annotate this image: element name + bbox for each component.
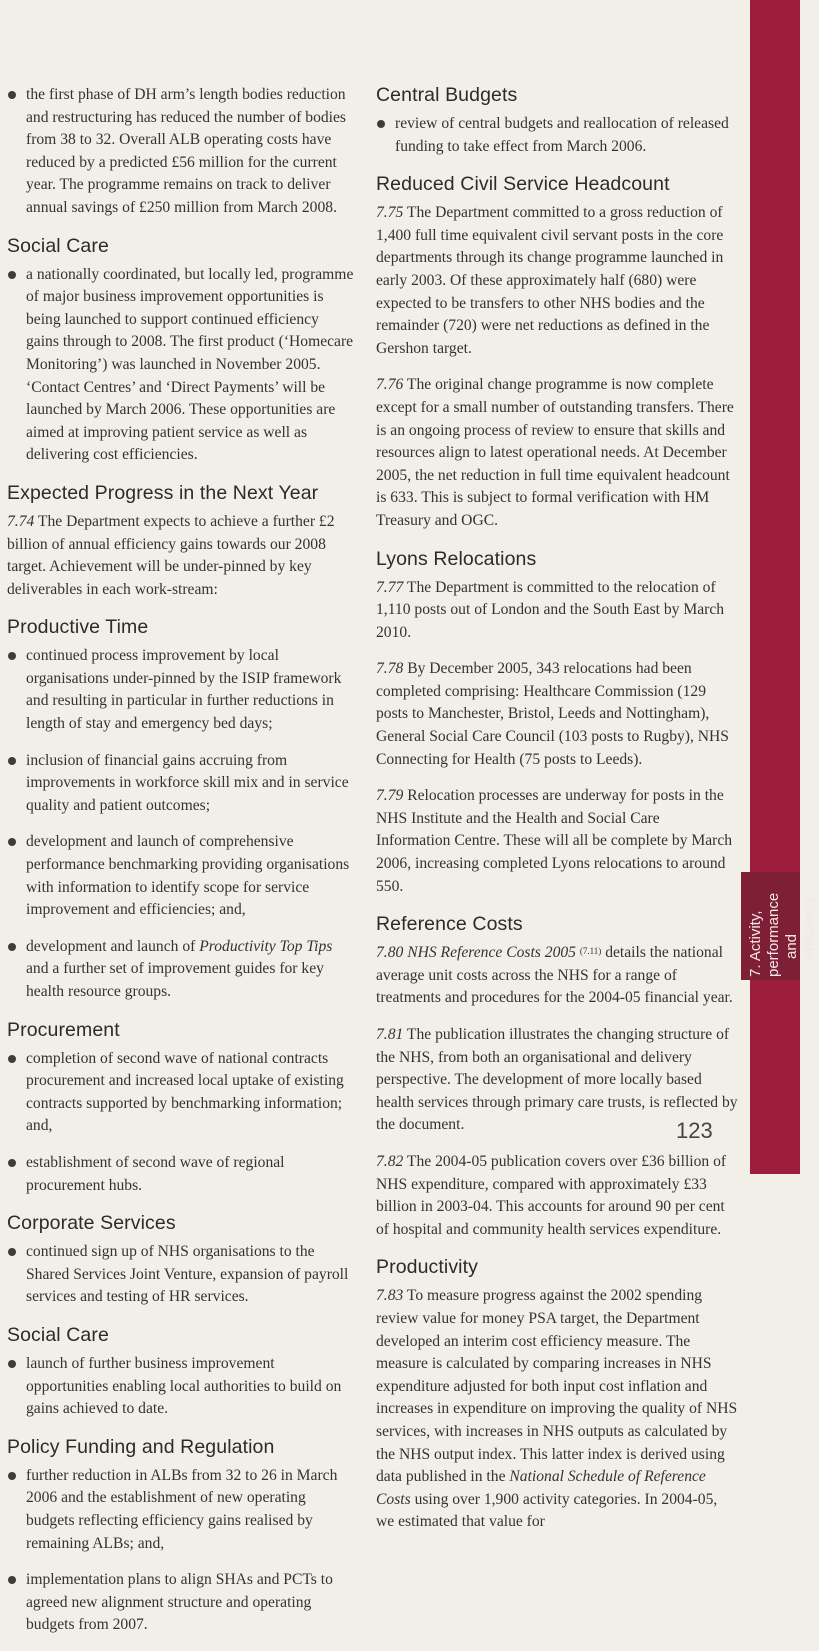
bullet-list (7, 645, 355, 1003)
paragraph (376, 202, 738, 360)
paragraph-text: Relocation processes are underway for posts in the NHS Institute and the Health and Social Care Information Centre. These will all be complete by March 2006, increasing completed Lyons relocations to around 550. (376, 787, 733, 895)
intro-bullet-list (7, 84, 355, 220)
bullet-list (7, 1353, 355, 1421)
section-expected-progress (7, 481, 355, 601)
section-policy-funding (7, 1435, 355, 1637)
section-social-care-2 (7, 1323, 355, 1421)
page-number: 123 (676, 1118, 713, 1143)
section-heading: Social Care (7, 1323, 109, 1346)
paragraph-number: 7.76 (376, 376, 404, 394)
section-social-care (7, 234, 355, 467)
paragraph (376, 577, 738, 645)
paragraph-text: details the national average unit costs across the NHS for a range of treatments and procedures for the 2004-05 financial year. (376, 944, 733, 1007)
section-heading: Reduced Civil Service Headcount (376, 173, 670, 196)
chapter-tab-line1: 7. Activity, performance (747, 892, 782, 977)
section-heading: Expected Progress in the Next Year (7, 481, 319, 504)
list-item: completion of second wave of national contracts procurement and increased local uptake of existing contracts supported by benchmarking information; and, (7, 1048, 355, 1138)
bullet-list (7, 1048, 355, 1198)
paragraph-text: The 2004-05 publication covers over £36 billion of NHS expenditure, compared with approximately £33 billion in 2003-04. This accounts for around 90 per cent of hospital and community health services expenditure. (376, 1152, 727, 1238)
bullet-list (7, 1465, 355, 1637)
publication-title: Productivity Top Tips (199, 937, 333, 955)
paragraph-text: By December 2005, 343 relocations had been completed comprising: Healthcare Commission (129 posts to Manchester, Bristol, Leeds and Nottingham), General Social Care Council (103 posts to Rugby), NHS Connecting for Health (75 posts to Leeds). (376, 660, 729, 768)
paragraph (376, 658, 738, 771)
left-column (7, 84, 355, 1651)
list-item: inclusion of financial gains accruing from improvements in workforce skill mix and in service quality and patient outcomes; (7, 750, 355, 818)
list-item: development and launch of comprehensive performance benchmarking providing organisations with information to identify scope for service improvement and efficiencies; and, (7, 831, 355, 921)
paragraph-text: The Department expects to achieve a further £2 billion of annual efficiency gains towards our 2008 target. Achievement will be under-pinned by key deliverables in each work-stream: (7, 512, 335, 598)
bullet-list (7, 1241, 355, 1309)
section-heading: Lyons Relocations (376, 547, 537, 570)
section-central-budgets (376, 83, 738, 158)
chapter-tab (741, 872, 818, 980)
section-heading: Central Budgets (376, 84, 518, 106)
section-heading: Reference Costs (376, 913, 523, 936)
list-item: further reduction in ALBs from 32 to 26 in March 2006 and the establishment of new operating budgets reflecting efficiency gains realised by remaining ALBs; and, (7, 1465, 355, 1555)
right-column (376, 83, 738, 1548)
footnote-ref: (7.11) (579, 946, 602, 957)
paragraph-text: To measure progress against the 2002 spending review value for money PSA target, the Department developed an interim cost efficiency measure. The measure is calculated by comparing increases in NHS expenditure adjusted for both input cost inflation and increases in expenditure on improving the quality of NHS services, with increases in NHS outputs as calculated by the NHS output index. This latter index is derived using data published in the (376, 1287, 738, 1486)
section-reference-costs (376, 912, 738, 1241)
text-span: development and launch of (26, 937, 200, 955)
paragraph-number: 7.79 (376, 787, 404, 805)
section-heading: Corporate Services (7, 1212, 176, 1235)
paragraph-text: The original change programme is now complete except for a small number of outstanding transfers. There is an ongoing process of review to ensure that skills and resources align to latest operational needs. At December 2005, the net reduction in full time equivalent headcount is 633. This is subject to formal verification with HM Treasury and OGC. (376, 376, 734, 529)
list-item: a nationally coordinated, but locally led, programme of major business improvement opportunities is being launched to support continued efficiency gains through to 2008. The first product (‘Homecare Monitoring’) was launched in November 2005. ‘Contact Centres’ and ‘Direct Payments’ will be launched by March 2006. These opportunities are aimed at improving patient service as well as delivering cost efficiencies. (7, 264, 355, 467)
paragraph (376, 1285, 738, 1534)
list-item: launch of further business improvement opportunities enabling local authorities to build on gains achieved to date. (7, 1353, 355, 1421)
paragraph-number: 7.83 (376, 1287, 404, 1305)
bullet-list (7, 264, 355, 467)
paragraph-number: 7.80 (376, 944, 404, 962)
section-heading: Productivity (376, 1256, 478, 1279)
paragraph-text: The Department is committed to the relocation of 1,110 posts out of London and the South East by March 2010. (376, 578, 725, 641)
bullet-list (376, 113, 738, 158)
section-reduced-headcount (376, 172, 738, 532)
paragraph (376, 942, 738, 1010)
paragraph-text: using over 1,900 activity categories. In 2004-05, we estimated that value for (376, 1490, 718, 1531)
paragraph-text: The Department committed to a gross reduction of 1,400 full time equivalent civil servant posts in the core departments through its change programme launched in early 2003. Of these approximately half (680) were expected to be transfers to other NHS bodies and the remainder (720) were net reductions as defined in the Gershon target. (376, 204, 724, 357)
section-productive-time (7, 615, 355, 1003)
paragraph-text: The publication illustrates the changing structure of the NHS, from both an organisational and delivery perspective. The development of more locally based health services through primary care trusts, is reflected by the document. (376, 1026, 738, 1134)
section-heading: Procurement (7, 1018, 120, 1041)
section-heading: Social Care (7, 234, 109, 257)
section-lyons-relocations (376, 547, 738, 899)
list-item: establishment of second wave of regional procurement hubs. (7, 1152, 355, 1197)
list-item: implementation plans to align SHAs and PCTs to agreed new alignment structure and operating budgets from 2007. (7, 1569, 355, 1637)
paragraph-number: 7.82 (376, 1152, 404, 1170)
section-heading: Policy Funding and Regulation (7, 1435, 275, 1458)
section-heading: Productive Time (7, 616, 149, 639)
list-item: continued sign up of NHS organisations to the Shared Services Joint Venture, expansion of payroll services and testing of HR services. (7, 1241, 355, 1309)
paragraph (376, 785, 738, 898)
section-procurement (7, 1018, 355, 1198)
paragraph (376, 374, 738, 532)
paragraph-number: 7.74 (7, 512, 35, 530)
list-item: the first phase of DH arm’s length bodies reduction and restructuring has reduced the number of bodies from 38 to 32. Overall ALB operating costs have reduced by a predicted £56 million for the current year. The programme remains on track to deliver annual savings of £250 million from March 2008. (7, 84, 355, 220)
paragraph-number: 7.75 (376, 204, 404, 222)
chapter-tab-line2: and efficiency (783, 896, 818, 959)
paragraph-number: 7.81 (376, 1026, 404, 1043)
section-corporate-services (7, 1211, 355, 1309)
list-item: review of central budgets and reallocation of released funding to take effect from March 2006. (376, 113, 738, 158)
list-item: continued process improvement by local organisations under-pinned by the ISIP framework and resulting in particular in further reductions in length of stay and emergency bed days; (7, 645, 355, 735)
publication-title: National Schedule of Reference Costs (376, 1468, 706, 1508)
paragraph-number: 7.78 (376, 660, 404, 678)
paragraph (7, 511, 355, 601)
list-item (7, 936, 355, 1004)
chapter-sidebar (750, 0, 800, 1174)
paragraph (376, 1151, 738, 1241)
section-productivity (376, 1255, 738, 1534)
publication-title: NHS Reference Costs 2005 (407, 944, 576, 962)
chapter-tab-label (747, 869, 818, 977)
paragraph-number: 7.77 (376, 578, 404, 596)
text-span: and a further set of improvement guides for key health resource groups. (26, 960, 324, 1000)
